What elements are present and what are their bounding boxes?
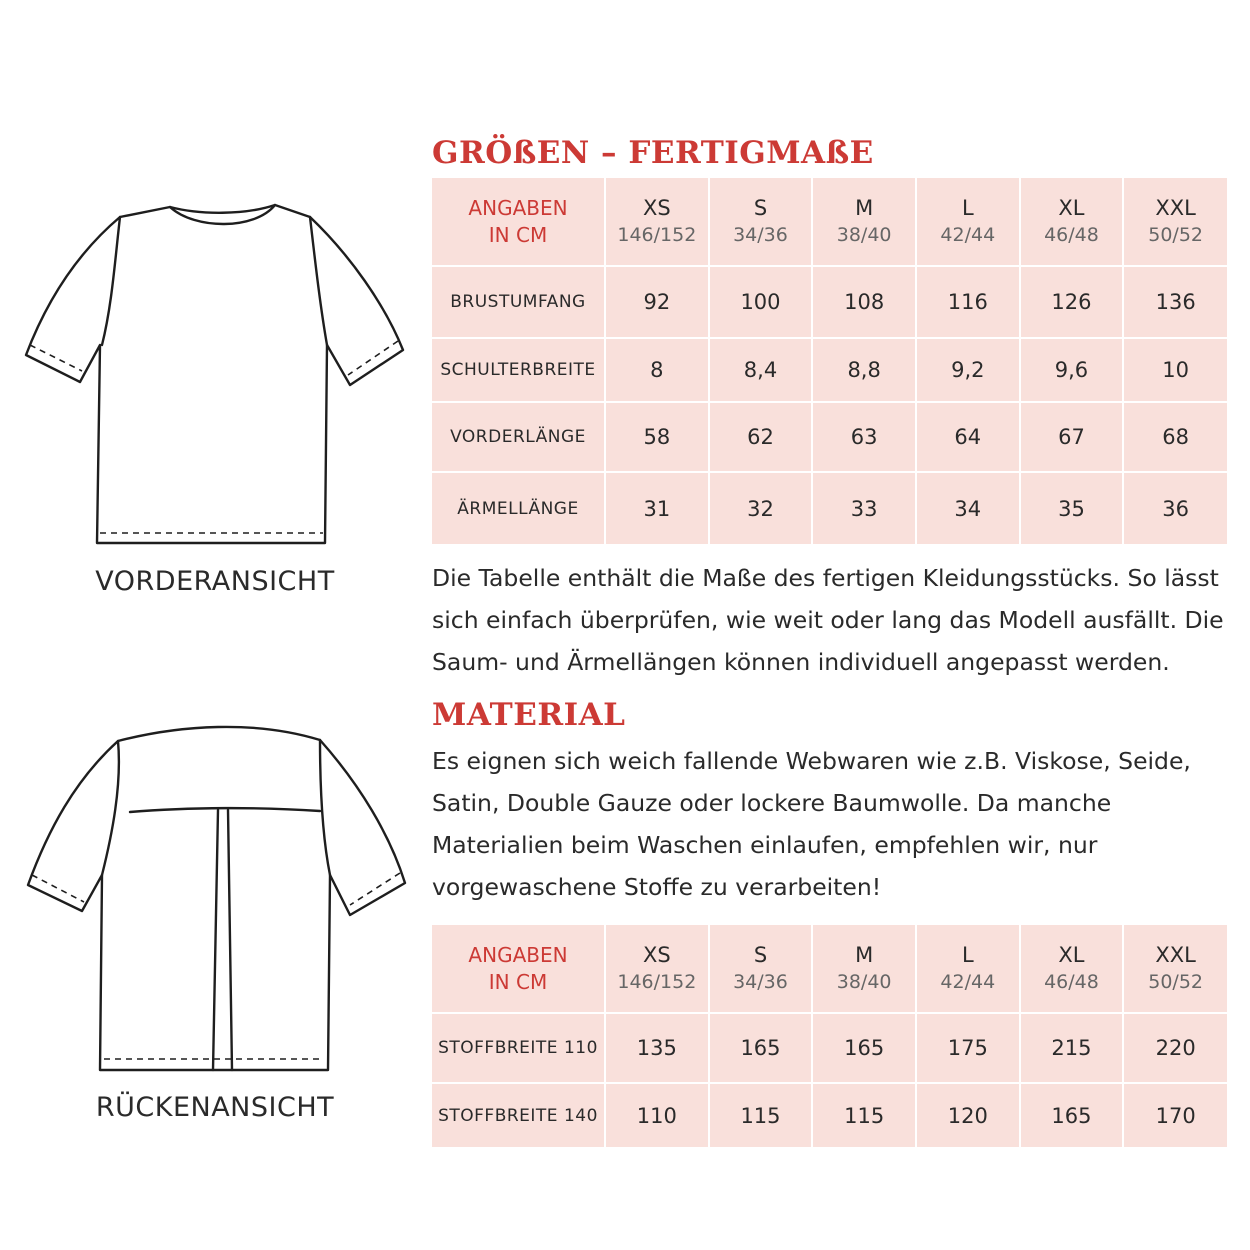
front-view-illustration bbox=[20, 195, 420, 555]
table-cell: 175 bbox=[916, 1013, 1020, 1083]
row-label-brustumfang: BRUSTUMFANG bbox=[432, 266, 605, 338]
size-range: 42/44 bbox=[940, 223, 996, 246]
size-header-m bbox=[812, 925, 916, 1013]
size-header-l bbox=[916, 925, 1020, 1013]
table-cell: 215 bbox=[1020, 1013, 1124, 1083]
size-code: XL bbox=[1058, 942, 1085, 967]
table-cell: 115 bbox=[709, 1083, 813, 1147]
units-label-line2: IN CM bbox=[488, 969, 548, 994]
material-heading: MATERIAL bbox=[432, 697, 626, 733]
size-range: 50/52 bbox=[1148, 970, 1204, 993]
table-cell: 35 bbox=[1020, 472, 1124, 544]
units-label bbox=[432, 178, 605, 266]
size-header-s bbox=[709, 925, 813, 1013]
table-cell: 165 bbox=[709, 1013, 813, 1083]
back-view-illustration bbox=[20, 715, 420, 1075]
size-code: XS bbox=[642, 942, 671, 967]
front-view-label: VORDERANSICHT bbox=[95, 566, 335, 597]
size-code: XXL bbox=[1155, 942, 1196, 967]
table-row bbox=[432, 402, 1227, 472]
size-range: 50/52 bbox=[1148, 223, 1204, 246]
size-header-xl bbox=[1020, 925, 1124, 1013]
size-range: 46/48 bbox=[1044, 970, 1099, 993]
size-range: 146/152 bbox=[617, 970, 697, 993]
table-cell: 8,8 bbox=[812, 338, 916, 402]
size-code: XXL bbox=[1155, 195, 1196, 220]
size-range: 38/40 bbox=[836, 223, 892, 246]
size-code: S bbox=[753, 942, 768, 967]
front-shirt-drawing bbox=[20, 195, 420, 555]
table-cell: 135 bbox=[605, 1013, 709, 1083]
table-cell: 165 bbox=[1020, 1083, 1124, 1147]
material-description: Es eignen sich weich fallende Webwaren wie z.B. Viskose, Seide, Satin, Double Gauze oder lockere Baumwolle. Da manche Materialien beim Waschen einlaufen, empfehlen wir, nur vorgewaschene Stoffe zu verarbeiten! bbox=[432, 747, 1191, 901]
table-cell: 100 bbox=[709, 266, 813, 338]
table-cell: 34 bbox=[916, 472, 1020, 544]
table-cell: 136 bbox=[1123, 266, 1227, 338]
table-cell: 8 bbox=[605, 338, 709, 402]
size-header-m bbox=[812, 178, 916, 266]
table-cell: 63 bbox=[812, 402, 916, 472]
table-cell: 36 bbox=[1162, 496, 1189, 521]
fabric-requirements-table bbox=[432, 925, 1227, 1147]
size-code: S bbox=[753, 195, 768, 220]
size-range: 146/152 bbox=[617, 223, 697, 246]
size-range: 38/40 bbox=[836, 970, 892, 993]
size-header-xxl bbox=[1123, 178, 1227, 266]
units-label bbox=[432, 925, 605, 1013]
table-cell: 31 bbox=[605, 472, 709, 544]
table-cell: 110 bbox=[605, 1083, 709, 1147]
table-cell: 64 bbox=[916, 402, 1020, 472]
size-header-xl bbox=[1020, 178, 1124, 266]
back-shirt-drawing bbox=[20, 715, 420, 1075]
size-code: M bbox=[855, 195, 874, 220]
back-view-label: RÜCKENANSICHT bbox=[95, 1092, 335, 1123]
table-cell: 10 bbox=[1123, 338, 1227, 402]
sizes-description: Die Tabelle enthält die Maße des fertigen Kleidungsstücks. So lässt sich einfach überprüfen, wie weit oder lang das Modell ausfällt. Die Saum- und Ärmellängen können individuell angepasst werden. bbox=[432, 564, 1224, 676]
table-cell: 8,4 bbox=[709, 338, 813, 402]
table-cell: 32 bbox=[709, 472, 813, 544]
table-cell: 108 bbox=[812, 266, 916, 338]
table-cell: 115 bbox=[812, 1083, 916, 1147]
table-cell: 126 bbox=[1020, 266, 1124, 338]
size-header-s bbox=[709, 178, 813, 266]
table-header-row bbox=[432, 925, 1227, 1013]
row-label-stoffbreite-140: STOFFBREITE 140 bbox=[432, 1083, 605, 1147]
table-cell: 170 bbox=[1155, 1103, 1196, 1128]
table-cell: 9,2 bbox=[916, 338, 1020, 402]
size-code: M bbox=[855, 942, 874, 967]
table-row bbox=[432, 472, 1227, 544]
units-label-line2: IN CM bbox=[488, 222, 548, 247]
size-range: 46/48 bbox=[1044, 223, 1099, 246]
row-label-aermellaenge: ÄRMELLÄNGE bbox=[432, 472, 605, 544]
size-code: L bbox=[961, 195, 974, 220]
row-label-vorderlaenge: VORDERLÄNGE bbox=[432, 402, 605, 472]
table-row bbox=[432, 1013, 1227, 1083]
table-cell: 33 bbox=[812, 472, 916, 544]
table-cell: 165 bbox=[812, 1013, 916, 1083]
size-code: L bbox=[961, 942, 974, 967]
size-range: 34/36 bbox=[733, 970, 788, 993]
table-cell: 220 bbox=[1123, 1013, 1227, 1083]
table-cell: 68 bbox=[1123, 402, 1227, 472]
table-cell: 58 bbox=[605, 402, 709, 472]
table-cell: 120 bbox=[916, 1083, 1020, 1147]
table-cell: 92 bbox=[605, 266, 709, 338]
finished-measurements-table bbox=[432, 178, 1227, 544]
size-header-xxl bbox=[1123, 925, 1227, 1013]
size-range: 42/44 bbox=[940, 970, 996, 993]
sizes-heading: GRÖßEN – FERTIGMAßE bbox=[432, 135, 874, 171]
table-row bbox=[432, 266, 1227, 338]
table-row bbox=[432, 338, 1227, 402]
size-header-xs bbox=[605, 925, 709, 1013]
size-header-l bbox=[916, 178, 1020, 266]
row-label-schulterbreite: SCHULTERBREITE bbox=[432, 338, 605, 402]
table-cell: 62 bbox=[709, 402, 813, 472]
table-row bbox=[432, 1083, 1227, 1147]
size-range: 34/36 bbox=[733, 223, 788, 246]
units-label-line1: ANGABEN bbox=[468, 195, 568, 220]
table-cell: 9,6 bbox=[1020, 338, 1124, 402]
table-cell: 116 bbox=[916, 266, 1020, 338]
units-label-line1: ANGABEN bbox=[468, 942, 568, 967]
size-header-xs bbox=[605, 178, 709, 266]
row-label-stoffbreite-110: STOFFBREITE 110 bbox=[432, 1013, 605, 1083]
size-code: XL bbox=[1058, 195, 1085, 220]
size-code: XS bbox=[642, 195, 671, 220]
table-cell: 67 bbox=[1020, 402, 1124, 472]
table-header-row bbox=[432, 178, 1227, 266]
